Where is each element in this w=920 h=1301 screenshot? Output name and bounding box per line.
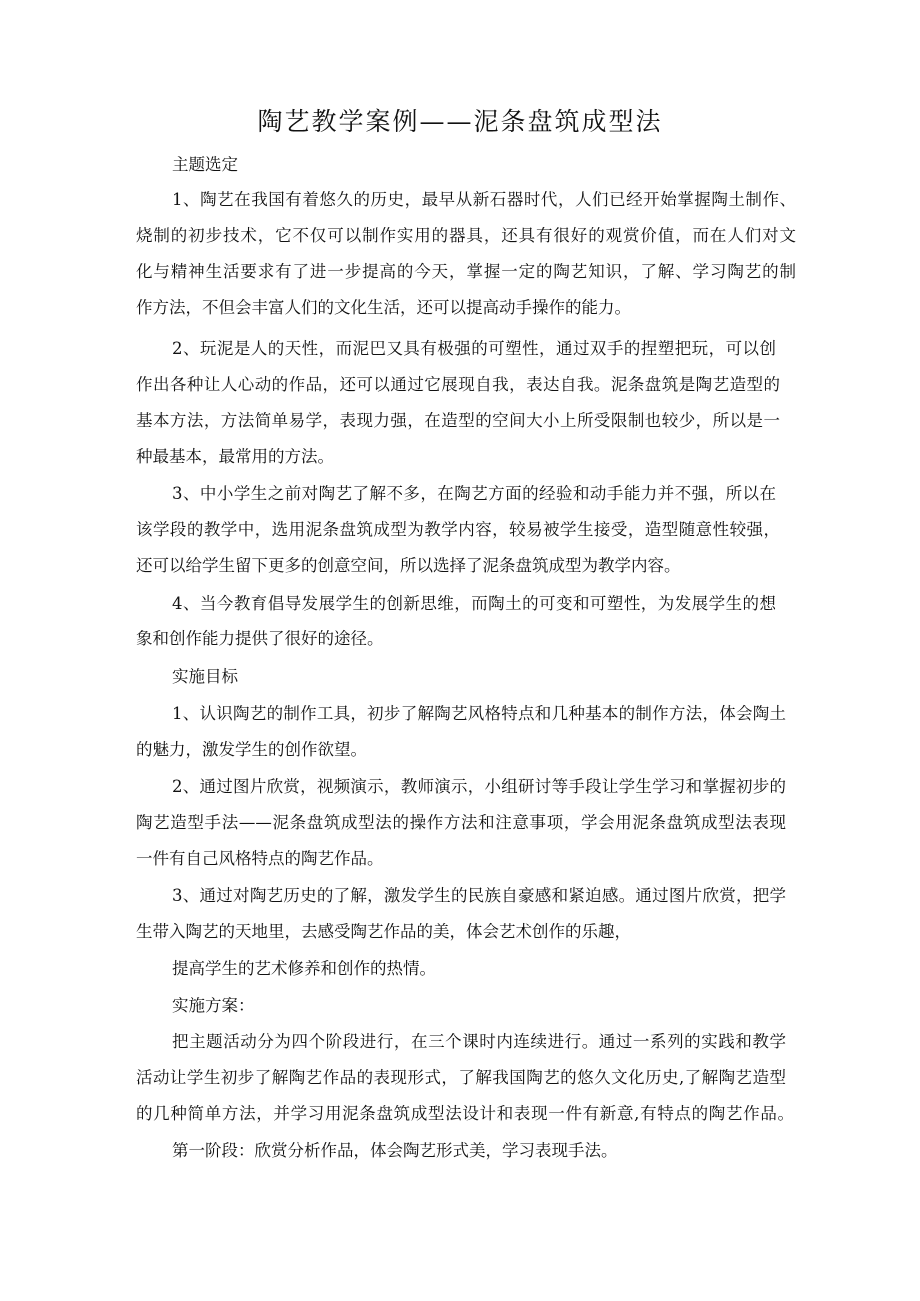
paragraph-line: 1、认识陶艺的制作工具，初步了解陶艺风格特点和几种基本的制作方法，体会陶土 [172, 704, 786, 723]
paragraph-line: 4、当今教育倡导发展学生的创新思维，而陶土的可变和可塑性，为发展学生的想 [172, 594, 776, 613]
paragraph-line: 2、玩泥是人的天性，而泥巴又具有极强的可塑性，通过双手的捏塑把玩，可以创 [172, 339, 776, 358]
section-heading-goals: 实施目标 [172, 667, 238, 686]
paragraph-line: 3、通过对陶艺历史的了解，激发学生的民族自豪感和紧迫感。通过图片欣赏，把学 [172, 886, 786, 905]
paragraph-line: 的魅力，激发学生的创作欲望。 [136, 740, 367, 759]
paragraph-line: 种最基本，最常用的方法。 [136, 447, 334, 466]
paragraph-line: 烧制的初步技术，它不仅可以制作实用的器具，还具有很好的观赏价值，而在人们对文 [136, 226, 796, 245]
paragraph-line: 作出各种让人心动的作品，还可以通过它展现自我，表达自我。泥条盘筑是陶艺造型的 [136, 375, 780, 394]
paragraph-line: 陶艺造型手法——泥条盘筑成型法的操作方法和注意事项，学会用泥条盘筑成型法表现 [136, 813, 786, 832]
paragraph-line: 提高学生的艺术修养和创作的热情。 [172, 959, 436, 978]
paragraph-line: 2、通过图片欣赏，视频演示，教师演示，小组研讨等手段让学生学习和掌握初步的 [172, 777, 786, 796]
paragraph-line: 的几种简单方法，并学习用泥条盘筑成型法设计和表现一件有新意,有特点的陶艺作品。 [136, 1104, 794, 1123]
paragraph-line: 生带入陶艺的天地里，去感受陶艺作品的美，体会艺术创作的乐趣， [136, 922, 631, 941]
document-title: 陶艺教学案例——泥条盘筑成型法 [257, 107, 663, 136]
paragraph-line: 象和创作能力提供了很好的途径。 [136, 629, 384, 648]
section-heading-plan: 实施方案： [172, 996, 255, 1015]
paragraph-line: 还可以给学生留下更多的创意空间，所以选择了泥条盘筑成型为教学内容。 [136, 556, 681, 575]
paragraph-line: 第一阶段：欣赏分析作品，体会陶艺形式美，学习表现手法。 [172, 1141, 618, 1160]
paragraph-line: 作方法，不但会丰富人们的文化生活，还可以提高动手操作的能力。 [136, 298, 631, 317]
section-heading-topic: 主题选定 [172, 155, 238, 174]
paragraph-line: 化与精神生活要求有了进一步提高的今天，掌握一定的陶艺知识，了解、学习陶艺的制 [136, 262, 796, 281]
paragraph-line: 把主题活动分为四个阶段进行，在三个课时内连续进行。通过一系列的实践和教学 [172, 1032, 786, 1051]
paragraph-line: 该学段的教学中，选用泥条盘筑成型为教学内容，较易被学生接受，造型随意性较强， [136, 520, 780, 539]
paragraph-line: 活动让学生初步了解陶艺作品的表现形式，了解我国陶艺的悠久文化历史,了解陶艺造型 [136, 1068, 786, 1087]
paragraph-line: 3、中小学生之前对陶艺了解不多，在陶艺方面的经验和动手能力并不强，所以在 [172, 484, 776, 503]
paragraph-line: 1、陶艺在我国有着悠久的历史，最早从新石器时代，人们已经开始掌握陶土制作、 [172, 190, 796, 209]
paragraph-line: 一件有自己风格特点的陶艺作品。 [136, 849, 384, 868]
paragraph-line: 基本方法，方法简单易学，表现力强，在造型的空间大小上所受限制也较少，所以是一 [136, 411, 780, 430]
